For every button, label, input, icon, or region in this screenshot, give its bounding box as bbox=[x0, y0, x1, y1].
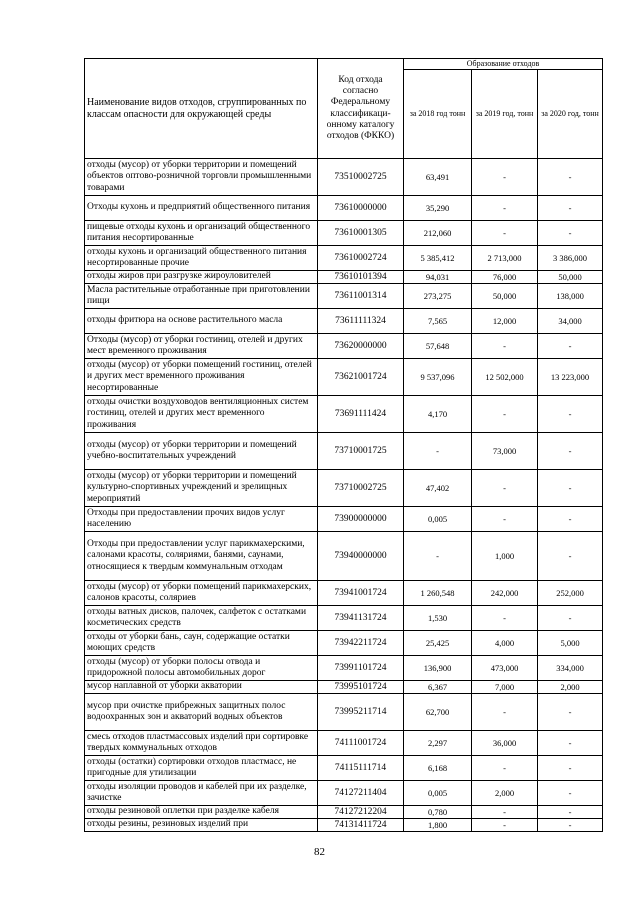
fkko-code-cell: 73942211724 bbox=[318, 631, 404, 656]
value-2020-cell: - bbox=[538, 507, 603, 532]
fkko-code-cell: 73691111424 bbox=[318, 396, 404, 433]
value-2019-cell: - bbox=[472, 694, 538, 731]
fkko-code-cell: 73610000000 bbox=[318, 196, 404, 221]
header-code: Код отхода согласно Федеральному классификаци-онному каталогу отходов (ФККО) bbox=[318, 59, 404, 159]
table-row bbox=[85, 196, 603, 221]
fkko-code-cell: 73900000000 bbox=[318, 507, 404, 532]
table-row bbox=[85, 806, 603, 819]
value-2019-cell: - bbox=[472, 159, 538, 196]
table-row bbox=[85, 470, 603, 507]
value-2020-cell: - bbox=[538, 334, 603, 359]
table-row bbox=[85, 159, 603, 196]
table-row bbox=[85, 271, 603, 284]
value-2020-cell: - bbox=[538, 694, 603, 731]
value-2020-cell: 50,000 bbox=[538, 271, 603, 284]
fkko-code-cell: 73710001725 bbox=[318, 433, 404, 470]
value-2019-cell: - bbox=[472, 806, 538, 819]
value-2019-cell: 2 713,000 bbox=[472, 246, 538, 271]
table-row bbox=[85, 334, 603, 359]
waste-name-cell: Отходы кухонь и предприятий общественного питания bbox=[85, 196, 318, 221]
value-2020-cell: 13 223,000 bbox=[538, 359, 603, 396]
waste-name-cell: пищевые отходы кухонь и организаций общественного питания несортированные bbox=[85, 221, 318, 246]
header-year-2019: за 2019 год, тонн bbox=[472, 70, 538, 159]
value-2019-cell: 7,000 bbox=[472, 681, 538, 694]
value-2018-cell: 63,491 bbox=[404, 159, 472, 196]
waste-name-cell: отходы (мусор) от уборки территории и помещений учебно-воспитательных учреждений bbox=[85, 433, 318, 470]
value-2020-cell: - bbox=[538, 221, 603, 246]
value-2020-cell: - bbox=[538, 433, 603, 470]
value-2018-cell: 0,780 bbox=[404, 806, 472, 819]
fkko-code-cell: 73610001305 bbox=[318, 221, 404, 246]
fkko-code-cell: 73620000000 bbox=[318, 334, 404, 359]
value-2018-cell: 1 260,548 bbox=[404, 581, 472, 606]
value-2020-cell: - bbox=[538, 756, 603, 781]
value-2018-cell: 212,060 bbox=[404, 221, 472, 246]
table-row bbox=[85, 284, 603, 309]
value-2018-cell: 47,402 bbox=[404, 470, 472, 507]
value-2020-cell: - bbox=[538, 731, 603, 756]
fkko-code-cell: 73995211714 bbox=[318, 694, 404, 731]
fkko-code-cell: 73621001724 bbox=[318, 359, 404, 396]
waste-name-cell: мусор при очистке прибрежных защитных полос водоохранных зон и акваторий водных объектов bbox=[85, 694, 318, 731]
table-row bbox=[85, 221, 603, 246]
value-2018-cell: 9 537,096 bbox=[404, 359, 472, 396]
table-row bbox=[85, 781, 603, 806]
table-row bbox=[85, 756, 603, 781]
value-2020-cell: - bbox=[538, 781, 603, 806]
value-2020-cell: - bbox=[538, 196, 603, 221]
table-row bbox=[85, 694, 603, 731]
value-2019-cell: - bbox=[472, 756, 538, 781]
waste-name-cell: Отходы (мусор) от уборки гостиниц, отелей и других мест временного проживания bbox=[85, 334, 318, 359]
waste-name-cell: отходы жиров при разгрузке жироуловителей bbox=[85, 271, 318, 284]
value-2019-cell: 242,000 bbox=[472, 581, 538, 606]
waste-name-cell: отходы кухонь и организаций общественного питания несортированные прочие bbox=[85, 246, 318, 271]
waste-name-cell: отходы (мусор) от уборки территории и помещений объектов оптово-розничной торговли промышленными товарами bbox=[85, 159, 318, 196]
value-2020-cell: - bbox=[538, 606, 603, 631]
value-2020-cell: - bbox=[538, 532, 603, 581]
value-2020-cell: 3 386,000 bbox=[538, 246, 603, 271]
value-2020-cell: 138,000 bbox=[538, 284, 603, 309]
value-2020-cell: 34,000 bbox=[538, 309, 603, 334]
value-2018-cell: 0,005 bbox=[404, 507, 472, 532]
fkko-code-cell: 73611001314 bbox=[318, 284, 404, 309]
waste-name-cell: отходы изоляции проводов и кабелей при их разделке, зачистке bbox=[85, 781, 318, 806]
fkko-code-cell: 74131411724 bbox=[318, 819, 404, 832]
value-2020-cell: - bbox=[538, 470, 603, 507]
table-body bbox=[85, 159, 603, 832]
waste-name-cell: отходы (мусор) от уборки территории и помещений культурно-спортивных учреждений и зрелищных мероприятий bbox=[85, 470, 318, 507]
waste-name-cell: отходы (мусор) от уборки помещений гостиниц, отелей и других мест временного проживания несортированные bbox=[85, 359, 318, 396]
value-2018-cell: 7,565 bbox=[404, 309, 472, 334]
fkko-code-cell: 74115111714 bbox=[318, 756, 404, 781]
fkko-code-cell: 73510002725 bbox=[318, 159, 404, 196]
waste-name-cell: отходы очистки воздуховодов вентиляционных систем гостиниц, отелей и других мест временного проживания bbox=[85, 396, 318, 433]
value-2020-cell: - bbox=[538, 806, 603, 819]
header-year-2020: за 2020 год, тонн bbox=[538, 70, 603, 159]
table-row bbox=[85, 359, 603, 396]
value-2018-cell: 35,290 bbox=[404, 196, 472, 221]
value-2018-cell: 2,297 bbox=[404, 731, 472, 756]
fkko-code-cell: 73611111324 bbox=[318, 309, 404, 334]
waste-name-cell: отходы ватных дисков, палочек, салфеток с остатками косметических средств bbox=[85, 606, 318, 631]
value-2019-cell: 4,000 bbox=[472, 631, 538, 656]
value-2018-cell: 0,005 bbox=[404, 781, 472, 806]
waste-name-cell: Масла растительные отработанные при приготовлении пищи bbox=[85, 284, 318, 309]
waste-name-cell: отходы резиновой оплетки при разделке кабеля bbox=[85, 806, 318, 819]
value-2018-cell: 25,425 bbox=[404, 631, 472, 656]
fkko-code-cell: 73941131724 bbox=[318, 606, 404, 631]
value-2019-cell: 76,000 bbox=[472, 271, 538, 284]
value-2018-cell: 1,530 bbox=[404, 606, 472, 631]
waste-name-cell: отходы от уборки бань, саун, содержащие остатки моющих средств bbox=[85, 631, 318, 656]
table-row bbox=[85, 656, 603, 681]
value-2019-cell: 2,000 bbox=[472, 781, 538, 806]
table-row bbox=[85, 507, 603, 532]
value-2019-cell: 73,000 bbox=[472, 433, 538, 470]
fkko-code-cell: 73991101724 bbox=[318, 656, 404, 681]
value-2018-cell: 1,800 bbox=[404, 819, 472, 832]
table-row bbox=[85, 532, 603, 581]
value-2018-cell: 6,168 bbox=[404, 756, 472, 781]
fkko-code-cell: 73610101394 bbox=[318, 271, 404, 284]
fkko-code-cell: 74127212204 bbox=[318, 806, 404, 819]
value-2019-cell: - bbox=[472, 334, 538, 359]
fkko-code-cell: 73940000000 bbox=[318, 532, 404, 581]
value-2019-cell: - bbox=[472, 470, 538, 507]
fkko-code-cell: 73610002724 bbox=[318, 246, 404, 271]
fkko-code-cell: 73995101724 bbox=[318, 681, 404, 694]
waste-name-cell: Отходы при предоставлении услуг парикмахерскими, салонами красоты, соляриями, банями, саунами, относящиеся к твердым коммунальным отходам bbox=[85, 532, 318, 581]
header-year-2018: за 2018 год тонн bbox=[404, 70, 472, 159]
value-2018-cell: - bbox=[404, 532, 472, 581]
value-2018-cell: 136,900 bbox=[404, 656, 472, 681]
value-2019-cell: - bbox=[472, 819, 538, 832]
value-2020-cell: - bbox=[538, 396, 603, 433]
value-2019-cell: - bbox=[472, 396, 538, 433]
value-2019-cell: 473,000 bbox=[472, 656, 538, 681]
table-row bbox=[85, 433, 603, 470]
waste-name-cell: отходы (мусор) от уборки полосы отвода и придорожной полосы автомобильных дорог bbox=[85, 656, 318, 681]
table-row bbox=[85, 396, 603, 433]
value-2020-cell: 5,000 bbox=[538, 631, 603, 656]
value-2018-cell: 94,031 bbox=[404, 271, 472, 284]
fkko-code-cell: 73941001724 bbox=[318, 581, 404, 606]
waste-table bbox=[84, 58, 603, 832]
waste-name-cell: отходы (мусор) от уборки помещений парикмахерских, салонов красоты, соляриев bbox=[85, 581, 318, 606]
value-2019-cell: - bbox=[472, 221, 538, 246]
value-2019-cell: 12,000 bbox=[472, 309, 538, 334]
value-2019-cell: 12 502,000 bbox=[472, 359, 538, 396]
table-row bbox=[85, 309, 603, 334]
table-row bbox=[85, 631, 603, 656]
waste-name-cell: Отходы при предоставлении прочих видов услуг населению bbox=[85, 507, 318, 532]
value-2018-cell: - bbox=[404, 433, 472, 470]
header-name: Наименование видов отходов, сгруппированных по классам опасности для окружающей среды bbox=[85, 59, 318, 159]
page-number: 82 bbox=[314, 846, 325, 858]
value-2020-cell: - bbox=[538, 159, 603, 196]
value-2019-cell: - bbox=[472, 606, 538, 631]
value-2019-cell: 36,000 bbox=[472, 731, 538, 756]
value-2018-cell: 273,275 bbox=[404, 284, 472, 309]
table-row bbox=[85, 581, 603, 606]
value-2020-cell: 2,000 bbox=[538, 681, 603, 694]
waste-name-cell: отходы фритюра на основе растительного масла bbox=[85, 309, 318, 334]
fkko-code-cell: 74111001724 bbox=[318, 731, 404, 756]
table-row bbox=[85, 681, 603, 694]
table-row bbox=[85, 606, 603, 631]
value-2019-cell: - bbox=[472, 507, 538, 532]
table-row bbox=[85, 819, 603, 832]
fkko-code-cell: 74127211404 bbox=[318, 781, 404, 806]
table-header-row bbox=[85, 59, 603, 70]
value-2020-cell: 252,000 bbox=[538, 581, 603, 606]
table-row bbox=[85, 731, 603, 756]
value-2018-cell: 57,648 bbox=[404, 334, 472, 359]
waste-name-cell: отходы резины, резиновых изделий при bbox=[85, 819, 318, 832]
value-2018-cell: 62,700 bbox=[404, 694, 472, 731]
value-2020-cell: - bbox=[538, 819, 603, 832]
waste-name-cell: отходы (остатки) сортировки отходов пластмасс, не пригодные для утилизации bbox=[85, 756, 318, 781]
waste-name-cell: мусор наплавной от уборки акватории bbox=[85, 681, 318, 694]
value-2020-cell: 334,000 bbox=[538, 656, 603, 681]
header-waste-generation: Образование отходов bbox=[404, 59, 603, 70]
value-2019-cell: 50,000 bbox=[472, 284, 538, 309]
value-2019-cell: 1,000 bbox=[472, 532, 538, 581]
value-2018-cell: 6,367 bbox=[404, 681, 472, 694]
table-row bbox=[85, 246, 603, 271]
value-2019-cell: - bbox=[472, 196, 538, 221]
value-2018-cell: 4,170 bbox=[404, 396, 472, 433]
fkko-code-cell: 73710002725 bbox=[318, 470, 404, 507]
value-2018-cell: 5 385,412 bbox=[404, 246, 472, 271]
waste-name-cell: смесь отходов пластмассовых изделий при сортировке твердых коммунальных отходов bbox=[85, 731, 318, 756]
